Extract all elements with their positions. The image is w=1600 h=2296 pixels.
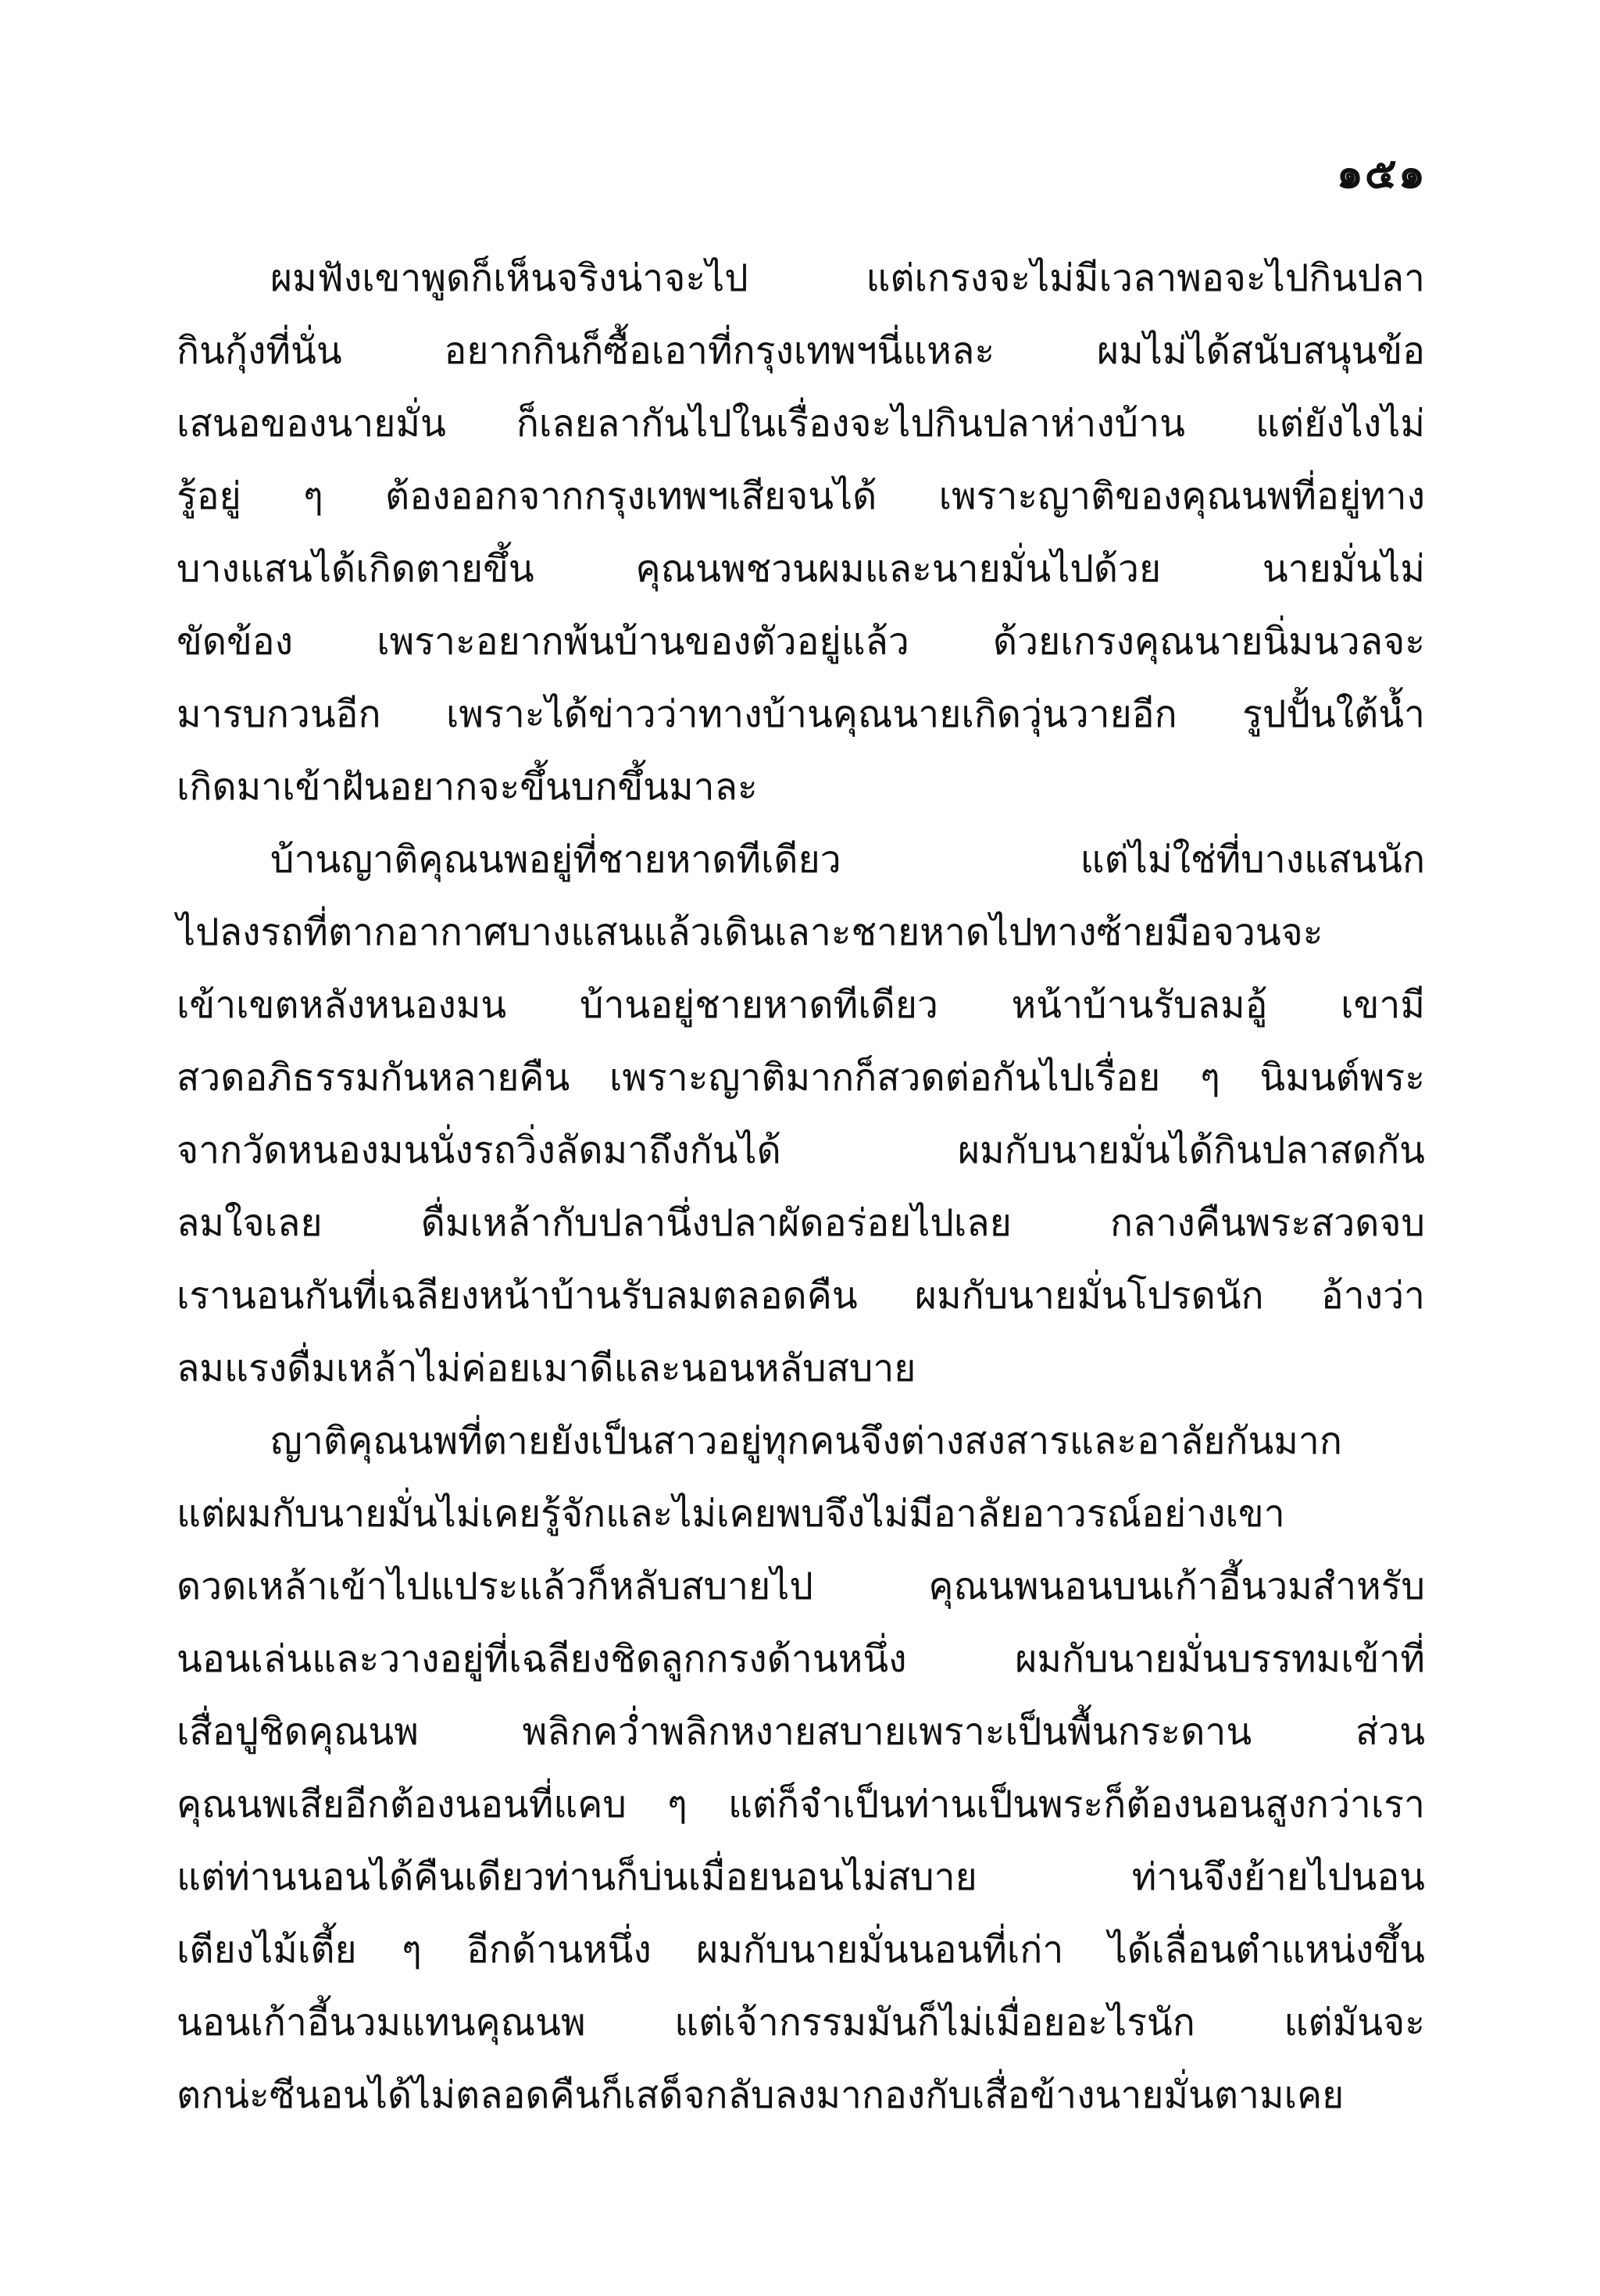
text-line: ผมฟังเขาพูดก็เห็นจริงน่าจะไป แต่เกรงจะไม่มีเวลาพอจะไปกินปลา	[270, 256, 1425, 300]
text-line: บ้านญาติคุณนพอยู่ที่ชายหาดทีเดียว แต่ไม่ใช่ที่บางแสนนัก	[270, 838, 1425, 882]
text-line: ขัดข้อง เพราะอยากพ้นบ้านของตัวอยู่แล้ว ด้วยเกรงคุณนายนิ่มนวลจะ	[177, 620, 1425, 663]
text-line: ดวดเหล้าเข้าไปแประแล้วก็หลับสบายไป คุณนพนอนบนเก้าอี้นวมสำหรับ	[177, 1565, 1425, 1608]
text-line: ตกน่ะซีนอนได้ไม่ตลอดคืนก็เสด็จกลับลงมากองกับเสื่อข้างนายมั่นตามเคย	[177, 2073, 1345, 2117]
text-line: บางแสนได้เกิดตายขึ้น คุณนพชวนผมและนายมั่นไปด้วย นายมั่นไม่	[177, 547, 1425, 591]
text-line: เสนอของนายมั่น ก็เลยลากันไปในเรื่องจะไปกินปลาห่างบ้าน แต่ยังไงไม่	[177, 402, 1425, 445]
text-line: ลมแรงดื่มเหล้าไม่ค่อยเมาดีและนอนหลับสบาย	[177, 1346, 916, 1390]
page-number: ๑๕๑	[1336, 148, 1427, 198]
text-line: รู้อยู่ ๆ ต้องออกจากกรุงเทพฯเสียจนได้ เพราะญาติของคุณนพที่อยู่ทาง	[177, 474, 1425, 518]
text-line: นอนเล่นและวางอยู่ที่เฉลียงชิดลูกกรงด้านหนึ่ง ผมกับนายมั่นบรรทมเข้าที่	[177, 1637, 1425, 1681]
text-line: เกิดมาเข้าฝันอยากจะขึ้นบกขึ้นมาละ	[177, 765, 758, 809]
text-line: มารบกวนอีก เพราะได้ข่าวว่าทางบ้านคุณนายเกิดวุ่นวายอีก รูปปั้นใต้น้ำ	[177, 692, 1425, 736]
text-line: เสื่อปูชิดคุณนพ พลิกคว่ำพลิกหงายสบายเพราะเป็นพื้นกระดาน ส่วน	[177, 1710, 1425, 1754]
body-text	[177, 242, 1425, 2132]
text-line: จากวัดหนองมนนั่งรถวิ่งลัดมาถึงกันได้ ผมกับนายมั่นได้กินปลาสดกัน	[177, 1128, 1425, 1172]
text-line: คุณนพเสียอีกต้องนอนที่แคบ ๆ แต่ก็จำเป็นท่านเป็นพระก็ต้องนอนสูงกว่าเรา	[177, 1783, 1425, 1826]
text-line: เตียงไม้เตี้ย ๆ อีกด้านหนึ่ง ผมกับนายมั่นนอนที่เก่า ได้เลื่อนตำแหน่งขึ้น	[177, 1928, 1425, 1972]
text-line: กินกุ้งที่นั่น อยากกินก็ซื้อเอาที่กรุงเทพฯนี่แหละ ผมไม่ได้สนับสนุนข้อ	[177, 329, 1425, 373]
text-line: ไปลงรถที่ตากอากาศบางแสนแล้วเดินเลาะชายหาดไปทางซ้ายมือจวนจะ	[177, 910, 1323, 954]
text-line: นอนเก้าอี้นวมแทนคุณนพ แต่เจ้ากรรมมันก็ไม่เมื่อยอะไรนัก แต่มันจะ	[177, 2001, 1425, 2044]
text-line: ลมใจเลย ดื่มเหล้ากับปลานึ่งปลาผัดอร่อยไปเลย กลางคืนพระสวดจบ	[177, 1201, 1425, 1245]
text-line: สวดอภิธรรมกันหลายคืน เพราะญาติมากก็สวดต่อกันไปเรื่อย ๆ นิมนต์พระ	[177, 1056, 1425, 1100]
text-line: แต่ผมกับนายมั่นไม่เคยรู้จักและไม่เคยพบจึงไม่มีอาลัยอาวรณ์อย่างเขา	[177, 1492, 1285, 1536]
text-line: แต่ท่านนอนได้คืนเดียวท่านก็บ่นเมื่อยนอนไม่สบาย ท่านจึงย้ายไปนอน	[177, 1855, 1425, 1899]
text-line: เรานอนกันที่เฉลียงหน้าบ้านรับลมตลอดคืน ผมกับนายมั่นโปรดนัก อ้างว่า	[177, 1274, 1425, 1318]
text-line: ญาติคุณนพที่ตายยังเป็นสาวอยู่ทุกคนจึงต่างสงสารและอาลัยกันมาก	[270, 1419, 1342, 1463]
text-line: เข้าเขตหลังหนองมน บ้านอยู่ชายหาดทีเดียว หน้าบ้านรับลมอู้ เขามี	[177, 983, 1425, 1027]
